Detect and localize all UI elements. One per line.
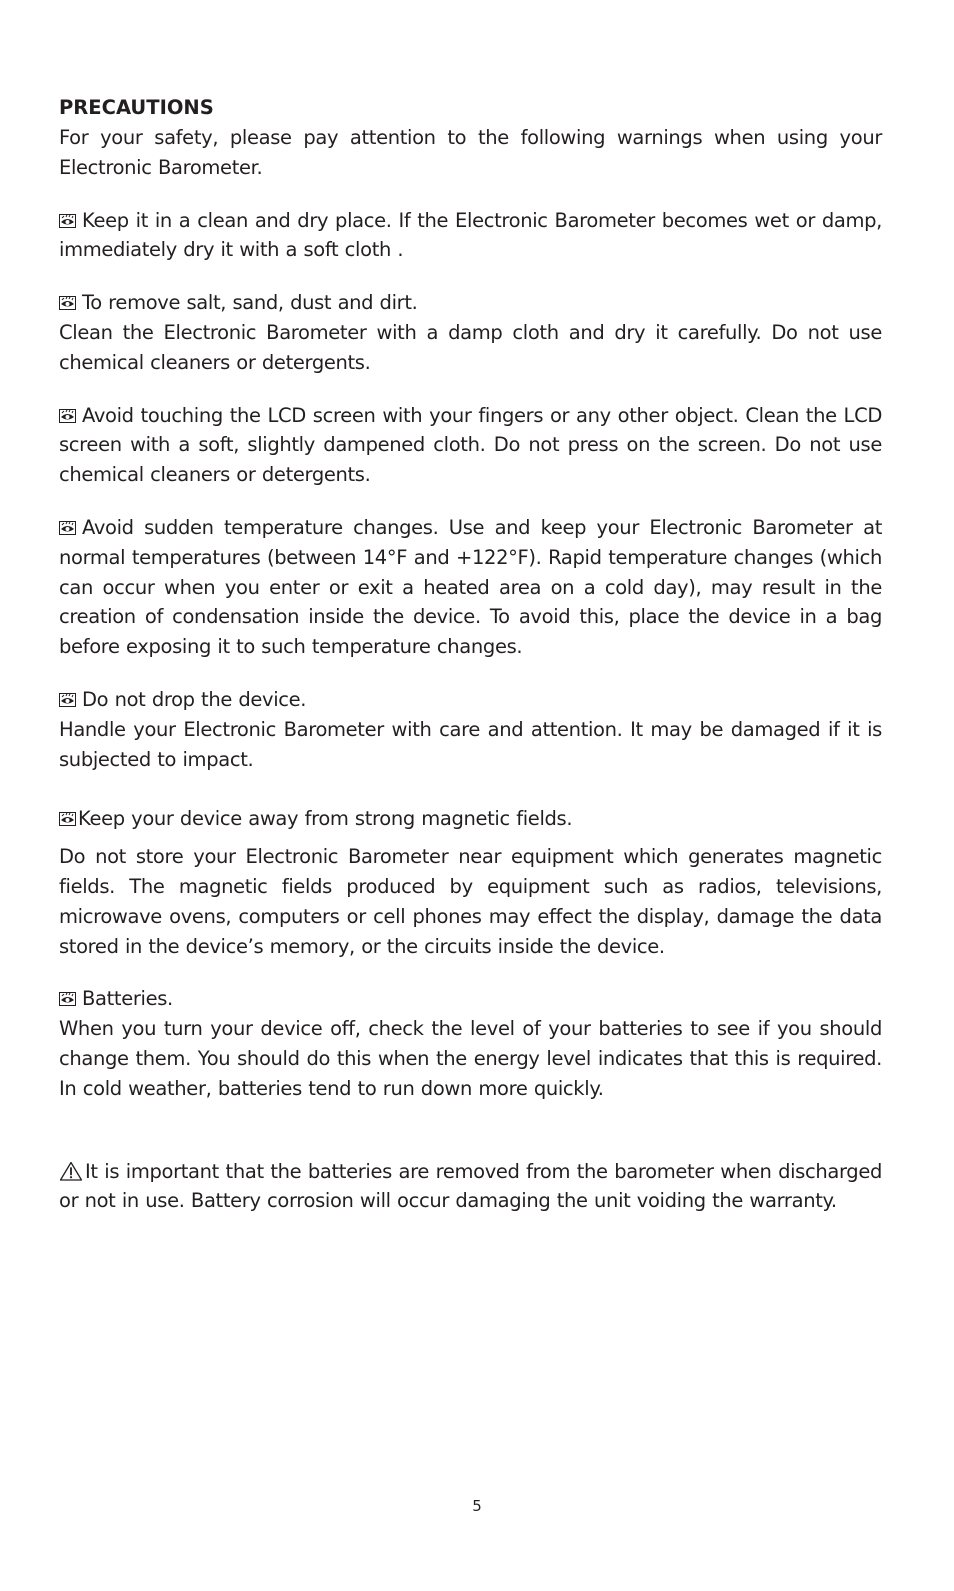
- document-page: [59, 93, 882, 1216]
- precaution-text: When you turn your device off, check the level of your batteries to see if you should change them. You should do this when the energy level indicates that this is required. In cold weather, batteries tend to run down more quickly.: [59, 1017, 882, 1100]
- page-number: 5: [472, 1497, 482, 1515]
- precaution-text: Do not store your Electronic Barometer near equipment which generates magnetic fields. The magnetic fields produced by equipment such as radios, televisions, microwave ovens, computers or cell phones may effect the display, damage the data stored in the device’s memory, or the circuits inside the device.: [59, 845, 882, 958]
- page-title: PRECAUTIONS: [59, 96, 214, 119]
- eye-icon: [59, 812, 76, 826]
- precaution-text: Avoid sudden temperature changes. Use and keep your Electronic Barometer at normal temperatures (between 14°F and +122°F). Rapid temperature changes (which can occur when you enter or exit a heated area on a cold day), may result in the creation of condensation inside the device. To avoid this, place the device in a bag before exposing it to such temperature changes.: [59, 515, 882, 659]
- eye-icon: [59, 521, 76, 535]
- eye-icon: [59, 992, 76, 1006]
- eye-icon: [59, 693, 76, 707]
- precaution-heading: Do not drop the device.: [82, 687, 307, 711]
- precaution-item: [59, 804, 882, 961]
- precaution-item: [59, 288, 882, 377]
- precaution-text: Clean the Electronic Barometer with a damp cloth and dry it carefully. Do not use chemical cleaners or detergents.: [59, 320, 882, 374]
- battery-warning: [59, 1157, 882, 1217]
- eye-icon: [59, 214, 76, 228]
- precaution-item: [59, 984, 882, 1103]
- intro-paragraph: For your safety, please pay attention to the following warnings when using your Electronic Barometer.: [59, 126, 882, 179]
- precaution-item: [59, 513, 882, 662]
- precaution-item: [59, 401, 882, 490]
- warning-text: It is important that the batteries are removed from the barometer when discharged or not in use. Battery corrosion will occur damaging the unit voiding the warranty.: [59, 1159, 882, 1213]
- precaution-text: Keep it in a clean and dry place. If the Electronic Barometer becomes wet or damp, immediately dry it with a soft cloth .: [59, 208, 882, 262]
- precaution-heading: Batteries.: [82, 987, 173, 1011]
- precaution-heading: To remove salt, sand, dust and dirt.: [82, 291, 418, 315]
- precaution-item: [59, 206, 882, 266]
- warning-triangle-icon: [59, 1161, 83, 1181]
- eye-icon: [59, 296, 76, 310]
- precaution-text: Handle your Electronic Barometer with care and attention. It may be damaged if it is subjected to impact.: [59, 717, 882, 771]
- precaution-item: [59, 685, 882, 774]
- precaution-heading: Keep your device away from strong magnetic fields.: [78, 807, 573, 831]
- precaution-text: Avoid touching the LCD screen with your fingers or any other object. Clean the LCD screen with a soft, slightly dampened cloth. Do not press on the screen. Do not use chemical cleaners or detergents.: [59, 403, 882, 487]
- eye-icon: [59, 409, 76, 423]
